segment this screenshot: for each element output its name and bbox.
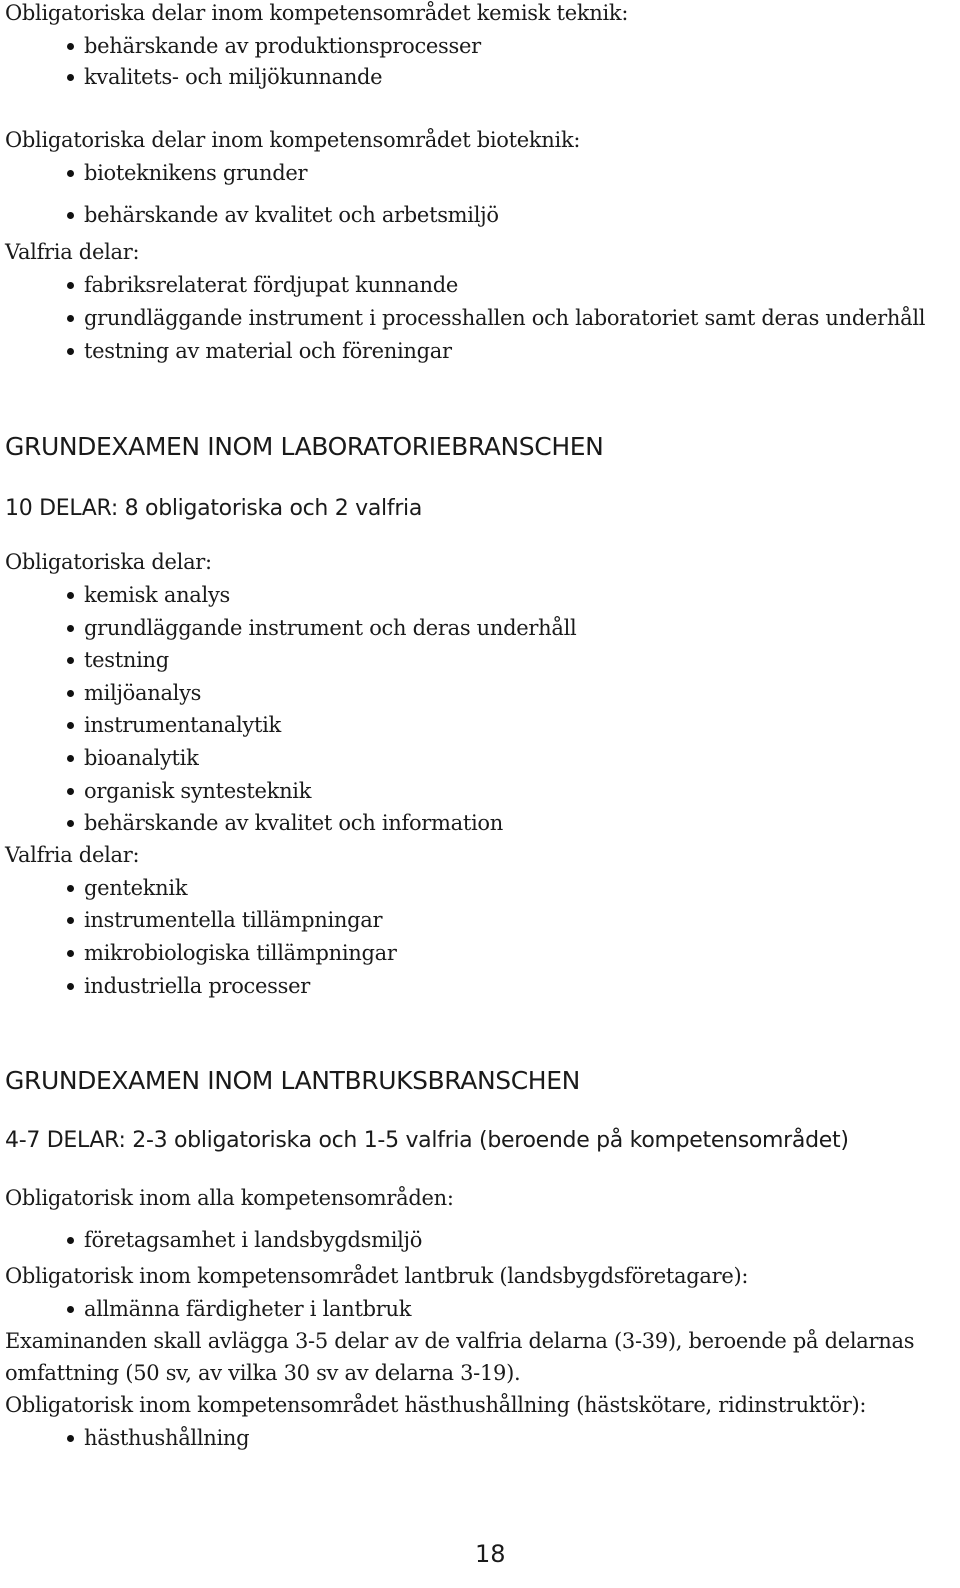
list-item: bioanalytik: [84, 746, 199, 770]
section-heading-valfria: Valfria delar:: [5, 240, 140, 264]
paragraph-examinand-line-2: omfattning (50 sv, av vilka 30 sv av delarna 3-19).: [5, 1361, 521, 1385]
list-item: kemisk analys: [84, 583, 230, 607]
section-heading-lantbruk: Obligatorisk inom kompetensområdet lantbruk (landsbygdsföretagare):: [5, 1264, 749, 1288]
list-item: allmänna färdigheter i lantbruk: [84, 1297, 412, 1321]
list-item: behärskande av produktionsprocesser: [84, 34, 481, 58]
section-heading-bioteknik: Obligatoriska delar inom kompetensområdet bioteknik:: [5, 128, 581, 152]
section-heading-hasthushallning: Obligatorisk inom kompetensområdet hästhushållning (hästskötare, ridinstruktör):: [5, 1393, 867, 1417]
paragraph-examinand-line-1: Examinanden skall avlägga 3-5 delar av de valfria delarna (3-39), beroende på delarnas: [5, 1329, 915, 1353]
list-item: behärskande av kvalitet och information: [84, 811, 503, 835]
list-item: organisk syntesteknik: [84, 779, 312, 803]
list-item: mikrobiologiska tillämpningar: [84, 941, 397, 965]
list-item: instrumentella tillämpningar: [84, 908, 383, 932]
list-item: instrumentanalytik: [84, 713, 281, 737]
list-item: fabriksrelaterat fördjupat kunnande: [84, 273, 458, 297]
list-item: behärskande av kvalitet och arbetsmiljö: [84, 203, 499, 227]
section-title-lantbruksbranschen: GRUNDEXAMEN INOM LANTBRUKSBRANSCHEN: [5, 1066, 580, 1095]
list-item: genteknik: [84, 876, 188, 900]
section-title-laboratoriebranschen: GRUNDEXAMEN INOM LABORATORIEBRANSCHEN: [5, 432, 604, 461]
section-subtitle-lantbruksbranschen: 4-7 DELAR: 2-3 obligatoriska och 1-5 valfria (beroende på kompetensområdet): [5, 1128, 849, 1153]
section-heading-kemisk-teknik: Obligatoriska delar inom kompetensområdet kemisk teknik:: [5, 1, 629, 25]
list-item: grundläggande instrument i processhallen och laboratoriet samt deras underhåll: [84, 306, 926, 330]
list-item: miljöanalys: [84, 681, 202, 705]
page-number: 18: [475, 1540, 506, 1568]
section-subtitle-laboratoriebranschen: 10 DELAR: 8 obligatoriska och 2 valfria: [5, 496, 423, 521]
list-item: bioteknikens grunder: [84, 161, 308, 185]
list-item: hästhushållning: [84, 1426, 250, 1450]
list-item: grundläggande instrument och deras underhåll: [84, 616, 577, 640]
section-heading-obligatoriska: Obligatoriska delar:: [5, 550, 212, 574]
list-item: kvalitets- och miljökunnande: [84, 65, 383, 89]
section-heading-valfria: Valfria delar:: [5, 843, 140, 867]
list-item: testning: [84, 648, 169, 672]
list-item: företagsamhet i landsbygdsmiljö: [84, 1228, 423, 1252]
section-heading-alla-kompetensomraden: Obligatorisk inom alla kompetensområden:: [5, 1186, 454, 1210]
list-item: testning av material och föreningar: [84, 339, 452, 363]
list-item: industriella processer: [84, 974, 310, 998]
